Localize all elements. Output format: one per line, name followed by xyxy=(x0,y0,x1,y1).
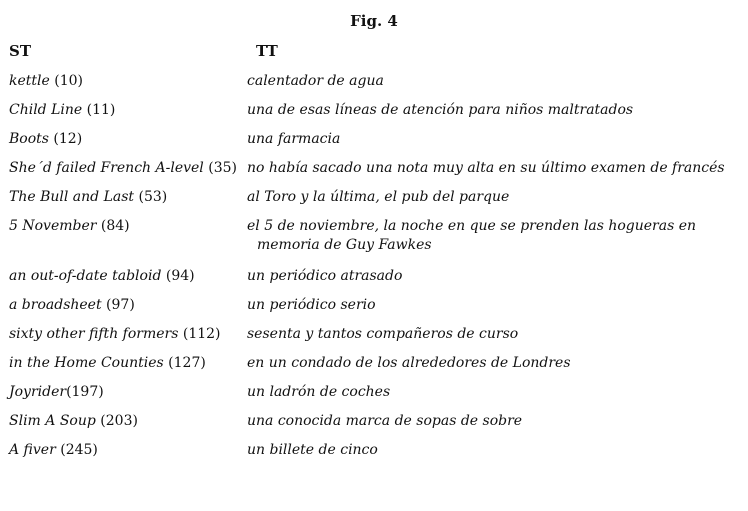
column-header-target: TT xyxy=(256,42,278,60)
target-cell xyxy=(247,72,731,91)
page-number: (84) xyxy=(100,218,130,234)
source-cell xyxy=(0,412,247,431)
source-cell xyxy=(0,296,247,315)
page-number: (197) xyxy=(66,384,104,400)
table-row xyxy=(0,159,748,178)
page-number: (127) xyxy=(168,355,206,371)
page-number: (112) xyxy=(182,326,221,342)
translation-text: un periódico serio xyxy=(247,297,376,313)
table-row xyxy=(0,441,748,460)
source-cell xyxy=(0,101,247,120)
source-cell xyxy=(0,383,247,402)
source-cell xyxy=(0,159,247,178)
table-row xyxy=(0,267,748,286)
source-cell xyxy=(0,441,247,460)
column-header-source: ST xyxy=(9,42,31,60)
table-row xyxy=(0,72,748,91)
source-term: sixty other fifth formers xyxy=(9,326,179,342)
translation-text: calentador de agua xyxy=(247,73,384,89)
figure-title: Fig. 4 xyxy=(350,12,398,30)
table-row xyxy=(0,130,748,149)
page-number: (53) xyxy=(138,189,168,205)
target-cell xyxy=(247,101,731,120)
source-term: The Bull and Last xyxy=(9,189,135,205)
target-cell xyxy=(247,130,731,149)
page-number: (94) xyxy=(165,268,195,284)
table-row xyxy=(0,325,748,344)
source-cell xyxy=(0,354,247,373)
table-row xyxy=(0,217,748,255)
source-cell xyxy=(0,130,247,149)
source-term: in the Home Counties xyxy=(9,355,164,371)
translation-text: no había sacado una nota muy alta en su último examen de francés xyxy=(247,160,725,176)
source-term: 5 November xyxy=(9,218,97,234)
target-cell xyxy=(247,267,731,286)
translation-text: un ladrón de coches xyxy=(247,384,391,400)
table-row xyxy=(0,188,748,207)
source-term: Boots xyxy=(9,131,49,147)
page-number: (203) xyxy=(100,413,138,429)
page-number: (97) xyxy=(106,297,135,313)
target-cell xyxy=(247,296,731,315)
glossary-table xyxy=(0,72,748,470)
translation-text: un periódico atrasado xyxy=(247,268,403,284)
source-cell xyxy=(0,267,247,286)
target-cell xyxy=(247,354,731,373)
translation-text: al Toro y la última, el pub del parque xyxy=(247,189,510,205)
source-cell xyxy=(0,72,247,91)
table-row xyxy=(0,383,748,402)
source-cell xyxy=(0,325,247,344)
page-number: (245) xyxy=(60,442,98,458)
target-cell xyxy=(247,188,731,207)
table-row xyxy=(0,412,748,431)
translation-text: una conocida marca de sopas de sobre xyxy=(247,413,523,429)
source-term: A fiver xyxy=(9,442,56,458)
page-number: (12) xyxy=(53,131,83,147)
source-term: She´d failed French A-level xyxy=(9,160,204,176)
target-cell xyxy=(247,412,731,431)
page-number: (10) xyxy=(54,73,83,89)
target-cell xyxy=(247,325,731,344)
target-cell xyxy=(247,441,731,460)
table-row xyxy=(0,354,748,373)
source-term: Slim A Soup xyxy=(9,413,96,429)
table-row xyxy=(0,101,748,120)
page-number: (11) xyxy=(86,102,116,118)
translation-text: en un condado de los alrededores de Londres xyxy=(247,355,571,371)
source-cell xyxy=(0,188,247,207)
source-term: a broadsheet xyxy=(9,297,102,313)
table-row xyxy=(0,296,748,315)
translation-text: un billete de cinco xyxy=(247,442,378,458)
source-term: Joyrider xyxy=(9,384,67,400)
source-term: an out-of-date tabloid xyxy=(9,268,162,284)
target-cell xyxy=(247,217,731,255)
source-term: kettle xyxy=(9,73,50,89)
source-term: Child Line xyxy=(9,102,83,118)
translation-text: el 5 de noviembre, la noche en que se prenden las hogueras en xyxy=(247,218,697,234)
translation-continuation: memoria de Guy Fawkes xyxy=(257,237,432,253)
target-cell xyxy=(247,383,731,402)
page-number: (35) xyxy=(208,160,237,176)
translation-text: sesenta y tantos compañeros de curso xyxy=(247,326,519,342)
translation-text: una de esas líneas de atención para niños maltratados xyxy=(247,102,634,118)
target-cell xyxy=(247,159,731,178)
translation-text: una farmacia xyxy=(247,131,341,147)
source-cell xyxy=(0,217,247,236)
